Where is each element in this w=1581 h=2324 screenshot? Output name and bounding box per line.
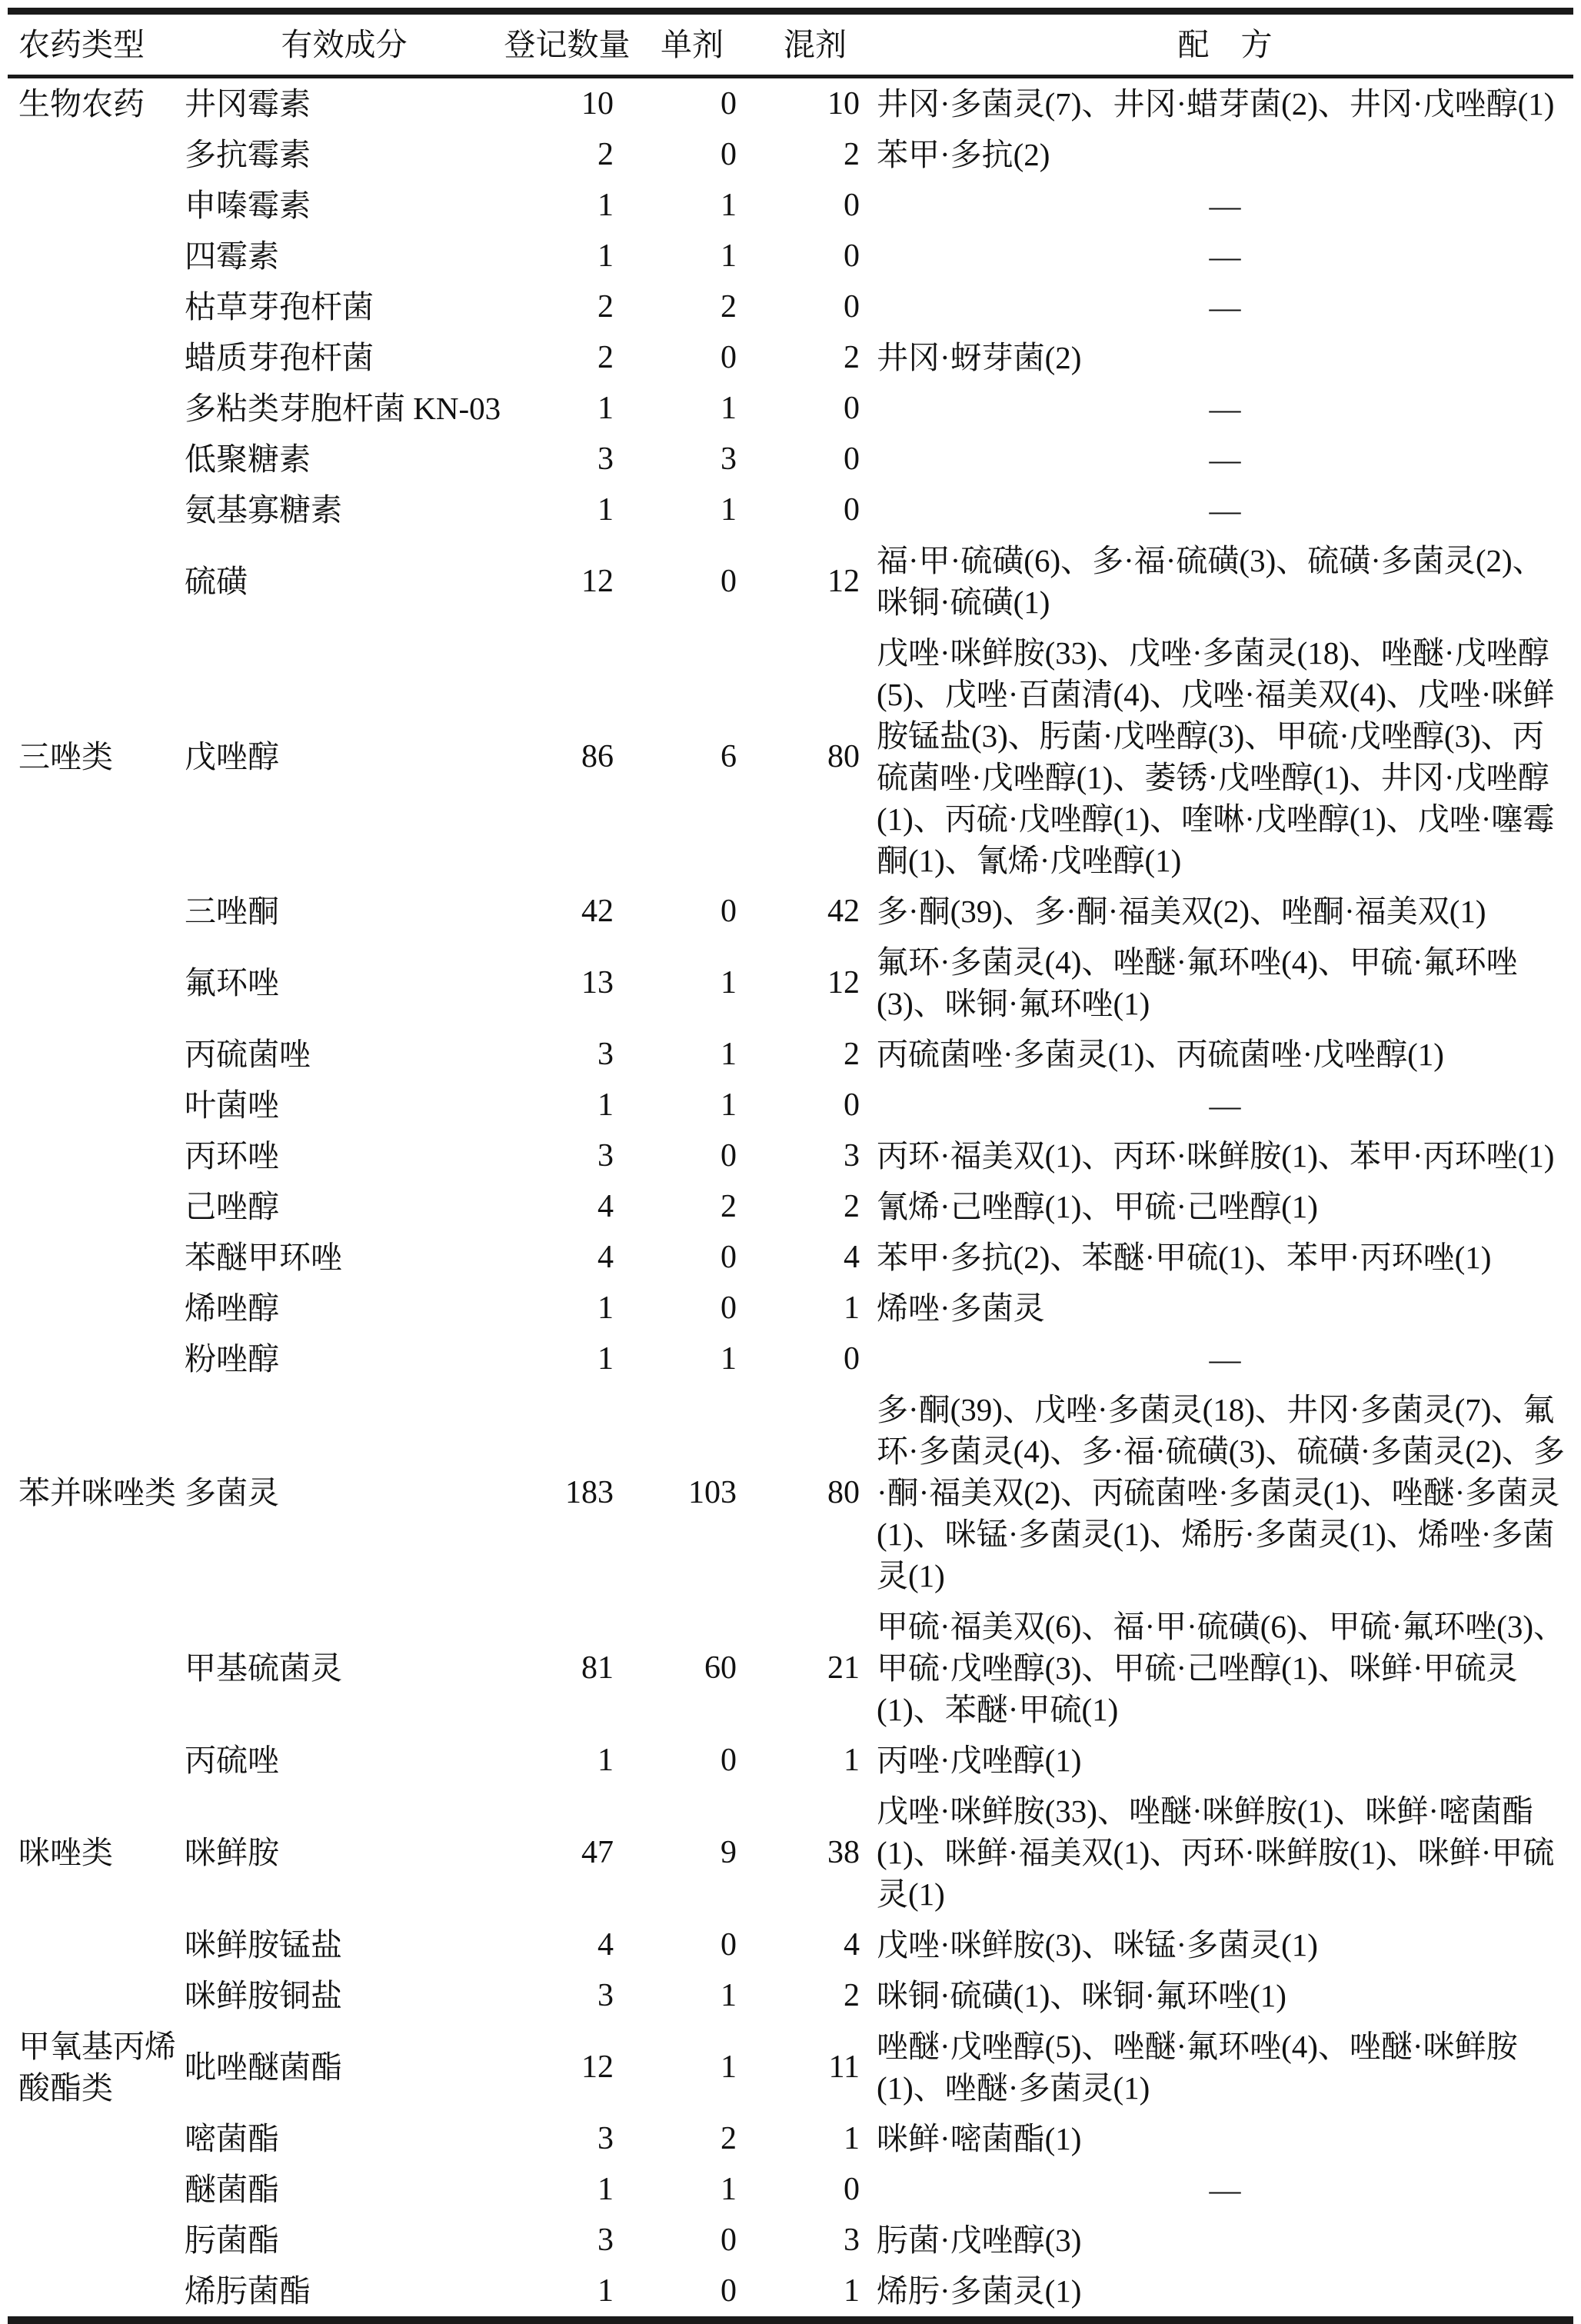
single-count-cell: 1 — [721, 2172, 737, 2207]
mixed-count-cell: 0 — [844, 441, 860, 477]
category-cell — [8, 1181, 185, 1232]
mixed-count-cell: 0 — [844, 289, 860, 325]
single-count-cell: 1 — [721, 238, 737, 274]
formula-cell: — — [1209, 441, 1241, 477]
registered-count-cell: 3 — [597, 1978, 614, 2013]
ingredient-cell: 咪鲜胺 — [185, 1835, 279, 1870]
ingredient-cell: 醚菌酯 — [185, 2172, 279, 2207]
registered-count-cell: 2 — [597, 137, 614, 172]
registered-count-cell: 1 — [597, 1290, 614, 1326]
single-count-cell: 0 — [721, 2222, 737, 2258]
category-cell — [8, 2164, 185, 2215]
single-count-cell: 6 — [721, 739, 737, 774]
registered-count-cell: 3 — [597, 441, 614, 477]
ingredient-cell: 蜡质芽孢杆菌 — [185, 340, 374, 375]
category-cell: 生物农药 — [18, 86, 145, 122]
registered-count-cell: 10 — [581, 86, 614, 122]
ingredient-cell: 多菌灵 — [185, 1475, 279, 1510]
single-count-cell: 1 — [721, 188, 737, 223]
formula-cell: 烯肟·多菌灵(1) — [877, 2273, 1082, 2309]
formula-cell: 苯甲·多抗(2)、苯醚·甲硫(1)、苯甲·丙环唑(1) — [877, 1240, 1492, 1275]
table-row — [8, 484, 1573, 535]
table-row — [8, 2113, 1573, 2164]
category-cell — [8, 281, 185, 332]
formula-cell: — — [1209, 492, 1241, 528]
registered-count-cell: 1 — [597, 1341, 614, 1377]
table-row — [8, 1601, 1573, 1735]
col-header-registered: 登记数量 — [504, 12, 631, 77]
table-body — [8, 77, 1573, 2321]
single-count-cell: 0 — [721, 340, 737, 375]
table-row — [8, 1735, 1573, 1786]
table-row — [8, 383, 1573, 434]
registered-count-cell: 1 — [597, 238, 614, 274]
registered-count-cell: 1 — [597, 2172, 614, 2207]
ingredient-cell: 多粘类芽胞杆菌 KN-03 — [185, 391, 501, 426]
registered-count-cell: 3 — [597, 1037, 614, 1072]
formula-cell: 肟菌·戊唑醇(3) — [877, 2222, 1082, 2258]
category-cell — [8, 129, 185, 180]
col-header-formula: 配 方 — [877, 12, 1573, 77]
ingredient-cell: 三唑酮 — [185, 894, 279, 929]
category-cell — [8, 886, 185, 937]
registered-count-cell: 2 — [597, 289, 614, 325]
category-cell — [8, 2266, 185, 2320]
ingredient-cell: 烯唑醇 — [185, 1290, 279, 1326]
mixed-count-cell: 1 — [844, 1743, 860, 1778]
formula-cell: 烯唑·多菌灵 — [877, 1290, 1045, 1326]
ingredient-cell: 丙环唑 — [185, 1138, 279, 1174]
ingredient-cell: 硫磺 — [185, 564, 248, 599]
table-row — [8, 1029, 1573, 1080]
mixed-count-cell: 1 — [844, 2273, 860, 2309]
col-header-mixed: 混剂 — [754, 12, 877, 77]
ingredient-cell: 申嗪霉素 — [185, 188, 311, 223]
table-row — [8, 1080, 1573, 1130]
formula-cell: 氰烯·己唑醇(1)、甲硫·己唑醇(1) — [877, 1189, 1318, 1224]
mixed-count-cell: 1 — [844, 1290, 860, 1326]
mixed-count-cell: 12 — [827, 965, 860, 1001]
table-row — [8, 937, 1573, 1029]
table-row — [8, 1283, 1573, 1333]
col-header-single: 单剂 — [631, 12, 754, 77]
single-count-cell: 0 — [721, 564, 737, 599]
ingredient-cell: 嘧菌酯 — [185, 2121, 279, 2156]
table-row — [8, 1333, 1573, 1384]
single-count-cell: 1 — [721, 1978, 737, 2013]
mixed-count-cell: 21 — [827, 1650, 860, 1686]
registered-count-cell: 1 — [597, 188, 614, 223]
formula-cell: 井冈·多菌灵(7)、井冈·蜡芽菌(2)、井冈·戊唑醇(1) — [877, 86, 1555, 122]
ingredient-cell: 吡唑醚菌酯 — [185, 2049, 342, 2085]
category-cell: 三唑类 — [18, 739, 113, 774]
category-cell — [8, 1333, 185, 1384]
table-row — [8, 1384, 1573, 1601]
table-row — [8, 1181, 1573, 1232]
formula-cell: 唑醚·戊唑醇(5)、唑醚·氟环唑(4)、唑醚·咪鲜胺(1)、唑醚·多菌灵(1) — [877, 2029, 1518, 2106]
ingredient-cell: 氨基寡糖素 — [185, 492, 342, 528]
formula-cell: 咪鲜·嘧菌酯(1) — [877, 2121, 1082, 2156]
mixed-count-cell: 42 — [827, 894, 860, 929]
single-count-cell: 0 — [721, 1743, 737, 1778]
formula-cell: 井冈·蚜芽菌(2) — [877, 340, 1082, 375]
table-row — [8, 434, 1573, 484]
registered-count-cell: 12 — [581, 564, 614, 599]
category-cell — [8, 332, 185, 383]
table-row — [8, 628, 1573, 886]
mixed-count-cell: 0 — [844, 188, 860, 223]
table-row — [8, 2266, 1573, 2320]
category-cell — [8, 1080, 185, 1130]
single-count-cell: 2 — [721, 2121, 737, 2156]
single-count-cell: 0 — [721, 1240, 737, 1275]
mixed-count-cell: 2 — [844, 1978, 860, 2013]
single-count-cell: 1 — [721, 1087, 737, 1123]
formula-cell: 戊唑·咪鲜胺(33)、唑醚·咪鲜胺(1)、咪鲜·嘧菌酯(1)、咪鲜·福美双(1)、丙环·咪鲜胺(1)、咪鲜·甲硫灵(1) — [877, 1793, 1555, 1912]
mixed-count-cell: 2 — [844, 1037, 860, 1072]
ingredient-cell: 肟菌酯 — [185, 2222, 279, 2258]
single-count-cell: 2 — [721, 1189, 737, 1224]
table-row — [8, 1130, 1573, 1181]
registered-count-cell: 47 — [581, 1835, 614, 1870]
mixed-count-cell: 0 — [844, 1087, 860, 1123]
ingredient-cell: 苯醚甲环唑 — [185, 1240, 342, 1275]
mixed-count-cell: 0 — [844, 391, 860, 426]
mixed-count-cell: 80 — [827, 739, 860, 774]
single-count-cell: 0 — [721, 1927, 737, 1963]
registered-count-cell: 3 — [597, 2121, 614, 2156]
category-cell — [8, 1232, 185, 1283]
single-count-cell: 0 — [721, 1138, 737, 1174]
registered-count-cell: 4 — [597, 1189, 614, 1224]
registered-count-cell: 12 — [581, 2049, 614, 2085]
ingredient-cell: 粉唑醇 — [185, 1341, 279, 1377]
single-count-cell: 1 — [721, 492, 737, 528]
formula-cell: — — [1209, 391, 1241, 426]
registered-count-cell: 1 — [597, 391, 614, 426]
mixed-count-cell: 3 — [844, 2222, 860, 2258]
category-cell — [8, 383, 185, 434]
ingredient-cell: 丙硫菌唑 — [185, 1037, 311, 1072]
category-cell — [8, 484, 185, 535]
single-count-cell: 0 — [721, 894, 737, 929]
table-row — [8, 332, 1573, 383]
table-row — [8, 129, 1573, 180]
mixed-count-cell: 4 — [844, 1240, 860, 1275]
registered-count-cell: 1 — [597, 1743, 614, 1778]
table-row — [8, 281, 1573, 332]
table-row — [8, 2215, 1573, 2266]
category-cell — [8, 180, 185, 231]
registered-count-cell: 1 — [597, 1087, 614, 1123]
formula-cell: 甲硫·福美双(6)、福·甲·硫磺(6)、甲硫·氟环唑(3)、甲硫·戊唑醇(3)、甲硫·己唑醇(1)、咪鲜·甲硫灵(1)、苯醚·甲硫(1) — [877, 1609, 1566, 1727]
col-header-category: 农药类型 — [8, 12, 185, 77]
formula-cell: 丙环·福美双(1)、丙环·咪鲜胺(1)、苯甲·丙环唑(1) — [877, 1138, 1555, 1174]
single-count-cell: 0 — [721, 137, 737, 172]
mixed-count-cell: 2 — [844, 1189, 860, 1224]
single-count-cell: 60 — [704, 1650, 737, 1686]
mixed-count-cell: 0 — [844, 238, 860, 274]
category-cell — [8, 434, 185, 484]
single-count-cell: 0 — [721, 1290, 737, 1326]
formula-cell: 多·酮(39)、戊唑·多菌灵(18)、井冈·多菌灵(7)、氟环·多菌灵(4)、多·福·硫磺(3)、硫磺·多菌灵(2)、多·酮·福美双(2)、丙硫菌唑·多菌灵(1)、唑醚·多菌灵(1)、咪锰·多菌灵(1)、烯肟·多菌灵(1)、烯唑·多菌灵(1) — [877, 1392, 1566, 1593]
ingredient-cell: 多抗霉素 — [185, 137, 311, 172]
mixed-count-cell: 2 — [844, 137, 860, 172]
mixed-count-cell: 38 — [827, 1835, 860, 1870]
category-cell — [8, 2215, 185, 2266]
category-cell: 苯并咪唑类 — [18, 1475, 176, 1510]
registered-count-cell: 2 — [597, 340, 614, 375]
category-cell — [8, 231, 185, 281]
mixed-count-cell: 11 — [828, 2049, 860, 2085]
ingredient-cell: 井冈霉素 — [185, 86, 311, 122]
table-row — [8, 231, 1573, 281]
formula-cell: 丙硫菌唑·多菌灵(1)、丙硫菌唑·戊唑醇(1) — [877, 1037, 1444, 1072]
mixed-count-cell: 0 — [844, 1341, 860, 1377]
table-row — [8, 535, 1573, 628]
mixed-count-cell: 3 — [844, 1138, 860, 1174]
table-row — [8, 1970, 1573, 2021]
ingredient-cell: 咪鲜胺锰盐 — [185, 1927, 342, 1963]
table-row — [8, 1786, 1573, 1919]
registered-count-cell: 42 — [581, 894, 614, 929]
ingredient-cell: 叶菌唑 — [185, 1087, 279, 1123]
single-count-cell: 9 — [721, 1835, 737, 1870]
table-row — [8, 1232, 1573, 1283]
formula-cell: 氟环·多菌灵(4)、唑醚·氟环唑(4)、甲硫·氟环唑(3)、咪铜·氟环唑(1) — [877, 944, 1518, 1021]
formula-cell: 咪铜·硫磺(1)、咪铜·氟环唑(1) — [877, 1978, 1286, 2013]
category-cell — [8, 1601, 185, 1735]
category-cell — [8, 1970, 185, 2021]
registered-count-cell: 13 — [581, 965, 614, 1001]
formula-cell: 戊唑·咪鲜胺(3)、咪锰·多菌灵(1) — [877, 1927, 1318, 1963]
ingredient-cell: 四霉素 — [185, 238, 279, 274]
formula-cell: — — [1209, 1341, 1241, 1377]
formula-cell: 苯甲·多抗(2) — [877, 137, 1050, 172]
formula-cell: — — [1209, 289, 1241, 325]
registered-count-cell: 86 — [581, 739, 614, 774]
category-cell — [8, 535, 185, 628]
mixed-count-cell: 0 — [844, 2172, 860, 2207]
single-count-cell: 1 — [721, 1037, 737, 1072]
ingredient-cell: 烯肟菌酯 — [185, 2273, 311, 2309]
mixed-count-cell: 1 — [844, 2121, 860, 2156]
mixed-count-cell: 0 — [844, 492, 860, 528]
single-count-cell: 1 — [721, 1341, 737, 1377]
ingredient-cell: 氟环唑 — [185, 965, 279, 1001]
category-cell — [8, 1130, 185, 1181]
col-header-ingredient: 有效成分 — [185, 12, 504, 77]
table-row — [8, 77, 1573, 130]
single-count-cell: 103 — [688, 1475, 737, 1510]
registered-count-cell: 1 — [597, 2273, 614, 2309]
category-cell — [8, 1919, 185, 1970]
category-cell — [8, 937, 185, 1029]
table-row — [8, 180, 1573, 231]
mixed-count-cell: 10 — [827, 86, 860, 122]
registered-count-cell: 81 — [581, 1650, 614, 1686]
table-row — [8, 1919, 1573, 1970]
ingredient-cell: 咪鲜胺铜盐 — [185, 1978, 342, 2013]
mixed-count-cell: 12 — [827, 564, 860, 599]
registered-count-cell: 3 — [597, 2222, 614, 2258]
formula-cell: 多·酮(39)、多·酮·福美双(2)、唑酮·福美双(1) — [877, 894, 1486, 929]
registered-count-cell: 3 — [597, 1138, 614, 1174]
single-count-cell: 2 — [721, 289, 737, 325]
single-count-cell: 1 — [721, 965, 737, 1001]
formula-cell: 福·甲·硫磺(6)、多·福·硫磺(3)、硫磺·多菌灵(2)、咪铜·硫磺(1) — [877, 543, 1544, 620]
category-cell — [8, 1029, 185, 1080]
single-count-cell: 0 — [721, 2273, 737, 2309]
registered-count-cell: 4 — [597, 1927, 614, 1963]
table-row — [8, 2164, 1573, 2215]
category-cell — [8, 2113, 185, 2164]
single-count-cell: 0 — [721, 86, 737, 122]
formula-cell: 戊唑·咪鲜胺(33)、戊唑·多菌灵(18)、唑醚·戊唑醇(5)、戊唑·百菌清(4)、戊唑·福美双(4)、戊唑·咪鲜胺锰盐(3)、肟菌·戊唑醇(3)、甲硫·戊唑醇(3)、丙硫菌唑·戊唑醇(1)、萎锈·戊唑醇(1)、井冈·戊唑醇(1)、丙硫·戊唑醇(1)、喹啉·戊唑醇(1)、戊唑·噻霉酮(1)、氰烯·戊唑醇(1) — [877, 635, 1555, 878]
category-cell: 甲氧基丙烯酸酯类 — [18, 2029, 176, 2106]
category-cell — [8, 1735, 185, 1786]
mixed-count-cell: 80 — [827, 1475, 860, 1510]
category-cell — [8, 1283, 185, 1333]
ingredient-cell: 枯草芽孢杆菌 — [185, 289, 374, 325]
header-row — [8, 12, 1573, 77]
formula-cell: — — [1209, 2172, 1241, 2207]
mixed-count-cell: 2 — [844, 340, 860, 375]
formula-cell: — — [1209, 188, 1241, 223]
table-row — [8, 2021, 1573, 2113]
ingredient-cell: 戊唑醇 — [185, 739, 279, 774]
ingredient-cell: 低聚糖素 — [185, 441, 311, 477]
formula-cell: 丙唑·戊唑醇(1) — [877, 1743, 1082, 1778]
table-row — [8, 886, 1573, 937]
category-cell: 咪唑类 — [18, 1835, 113, 1870]
ingredient-cell: 丙硫唑 — [185, 1743, 279, 1778]
pesticide-registration-table — [8, 8, 1573, 2324]
registered-count-cell: 4 — [597, 1240, 614, 1275]
formula-cell: — — [1209, 1087, 1241, 1123]
ingredient-cell: 己唑醇 — [185, 1189, 279, 1224]
single-count-cell: 3 — [721, 441, 737, 477]
single-count-cell: 1 — [721, 391, 737, 426]
ingredient-cell: 甲基硫菌灵 — [185, 1650, 342, 1686]
mixed-count-cell: 4 — [844, 1927, 860, 1963]
formula-cell: — — [1209, 238, 1241, 274]
registered-count-cell: 183 — [565, 1475, 614, 1510]
single-count-cell: 1 — [721, 2049, 737, 2085]
registered-count-cell: 1 — [597, 492, 614, 528]
